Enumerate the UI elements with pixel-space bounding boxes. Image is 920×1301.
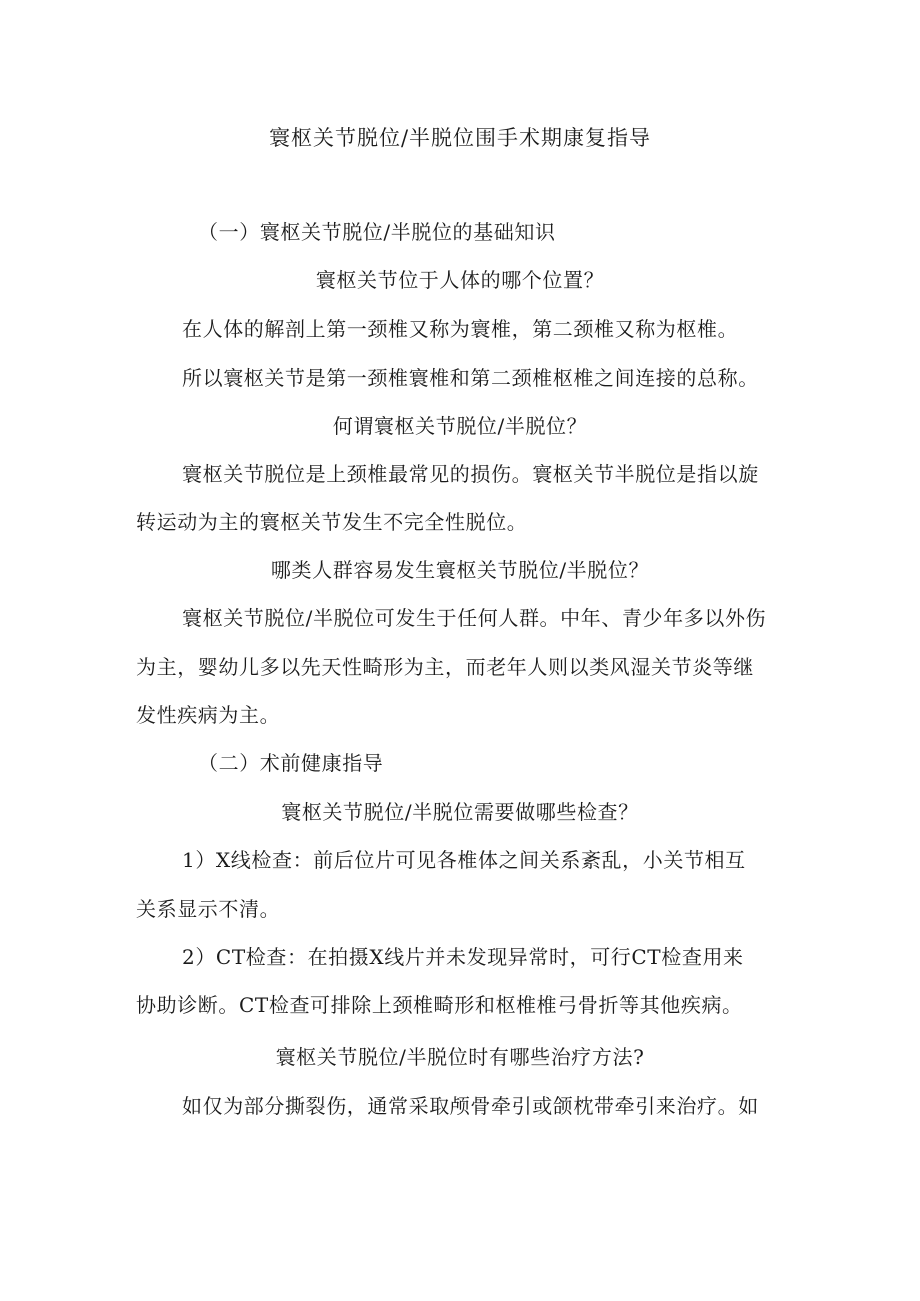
paragraph-line: 协助诊断。CT检查可排除上颈椎畸形和枢椎椎弓骨折等其他疾病。 (136, 993, 743, 1017)
document-title: 寰枢关节脱位/半脱位围手术期康复指导 (268, 126, 652, 150)
paragraph-line: 寰枢关节脱位是上颈椎最常见的损伤。寰枢关节半脱位是指以旋 (182, 462, 759, 486)
paragraph-line: 2）CT检查：在拍摄X线片并未发现异常时，可行CT检查用来 (182, 945, 744, 969)
paragraph-line: 1）X线检查：前后位片可见各椎体之间关系紊乱，小关节相互 (182, 848, 746, 872)
paragraph-line: 在人体的解剖上第一颈椎又称为寰椎，第二颈椎又称为枢椎。 (182, 317, 739, 341)
section-heading-preop: （二）术前健康指导 (198, 751, 384, 775)
paragraph-line: 发性疾病为主。 (136, 703, 281, 727)
paragraph-line: 所以寰枢关节是第一颈椎寰椎和第二颈椎枢椎之间连接的总称。 (182, 366, 759, 390)
paragraph-line: 关系显示不清。 (136, 897, 281, 921)
paragraph-line: 寰枢关节脱位/半脱位可发生于任何人群。中年、青少年多以外伤 (182, 606, 767, 630)
question-population: 哪类人群容易发生寰枢关节脱位/半脱位？ (270, 558, 650, 582)
paragraph-line: 如仅为部分撕裂伤，通常采取颅骨牵引或颌枕带牵引来治疗。如 (182, 1094, 759, 1118)
question-examinations: 寰枢关节脱位/半脱位需要做哪些检查？ (281, 800, 639, 824)
section-heading-basics: （一）寰枢关节脱位/半脱位的基础知识 (198, 220, 556, 244)
paragraph-line: 为主，婴幼儿多以先天性畸形为主，而老年人则以类风湿关节炎等继 (136, 655, 754, 679)
paragraph-line: 转运动为主的寰枢关节发生不完全性脱位。 (136, 510, 528, 534)
question-definition: 何谓寰枢关节脱位/半脱位？ (332, 414, 588, 438)
question-treatment: 寰枢关节脱位/半脱位时有哪些治疗方法? (275, 1045, 645, 1069)
question-location: 寰枢关节位于人体的哪个位置？ (315, 268, 605, 292)
